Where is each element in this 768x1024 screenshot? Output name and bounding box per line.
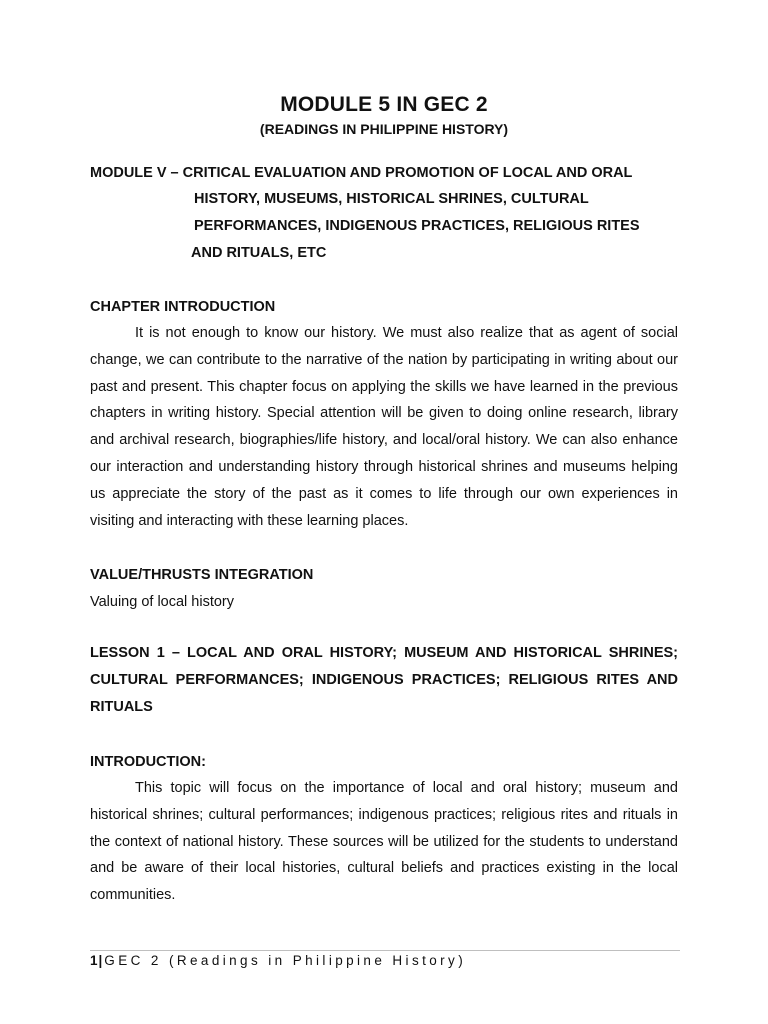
document-subtitle: (READINGS IN PHILIPPINE HISTORY): [259, 121, 509, 137]
chapter-intro-paragraph: [90, 320, 678, 534]
value-thrusts-text: Valuing of local history: [90, 594, 235, 610]
introduction-text: This topic will focus on the importance of local and oral history; museum and historical shrines; cultural performances; indigenous practices; religious rites and rituals in the context of national history. These sources will be utilized for the students to understand and be aware of their local histories, cultural beliefs and practices existing in the local communities.: [90, 780, 678, 904]
page-number: 1: [90, 953, 98, 968]
module-heading-line-3: PERFORMANCES, INDIGENOUS PRACTICES, RELIGIOUS RITES: [194, 218, 640, 234]
lesson-heading: LESSON 1 – LOCAL AND ORAL HISTORY; MUSEUM AND HISTORICAL SHRINES; CULTURAL PERFORMANCES; INDIGENOUS PRACTICES; RELIGIOUS RITES AND RITUALS: [90, 645, 678, 715]
footer-divider: [90, 950, 680, 951]
footer-separator: |: [98, 953, 103, 968]
module-heading-line-1: MODULE V – CRITICAL EVALUATION AND PROMOTION OF LOCAL AND ORAL: [90, 165, 633, 181]
document-title: MODULE 5 IN GEC 2: [280, 93, 488, 116]
module-heading-line-2: HISTORY, MUSEUMS, HISTORICAL SHRINES, CULTURAL: [194, 191, 589, 207]
page-footer: [90, 953, 466, 968]
chapter-intro-heading: CHAPTER INTRODUCTION: [90, 299, 276, 315]
module-heading-line-4: AND RITUALS, ETC: [191, 245, 327, 261]
introduction-paragraph: [90, 775, 678, 909]
chapter-intro-text: It is not enough to know our history. We must also realize that as agent of social change, we can contribute to the narrative of the nation by participating in writing about our past and present. This chapter focus on applying the skills we have learned in the previous chapters in writing history. Special attention will be given to doing online research, library and archival research, biographies/life history, and local/oral history. We can also enhance our interaction and understanding history through historical shrines and museums helping us appreciate the story of the past as it comes to life through our own experiences in visiting and interacting with these learning places.: [90, 325, 678, 529]
value-thrusts-heading: VALUE/THRUSTS INTEGRATION: [90, 567, 314, 583]
footer-text: GEC 2 (Readings in Philippine History): [104, 953, 467, 968]
introduction-heading: INTRODUCTION:: [90, 754, 206, 770]
